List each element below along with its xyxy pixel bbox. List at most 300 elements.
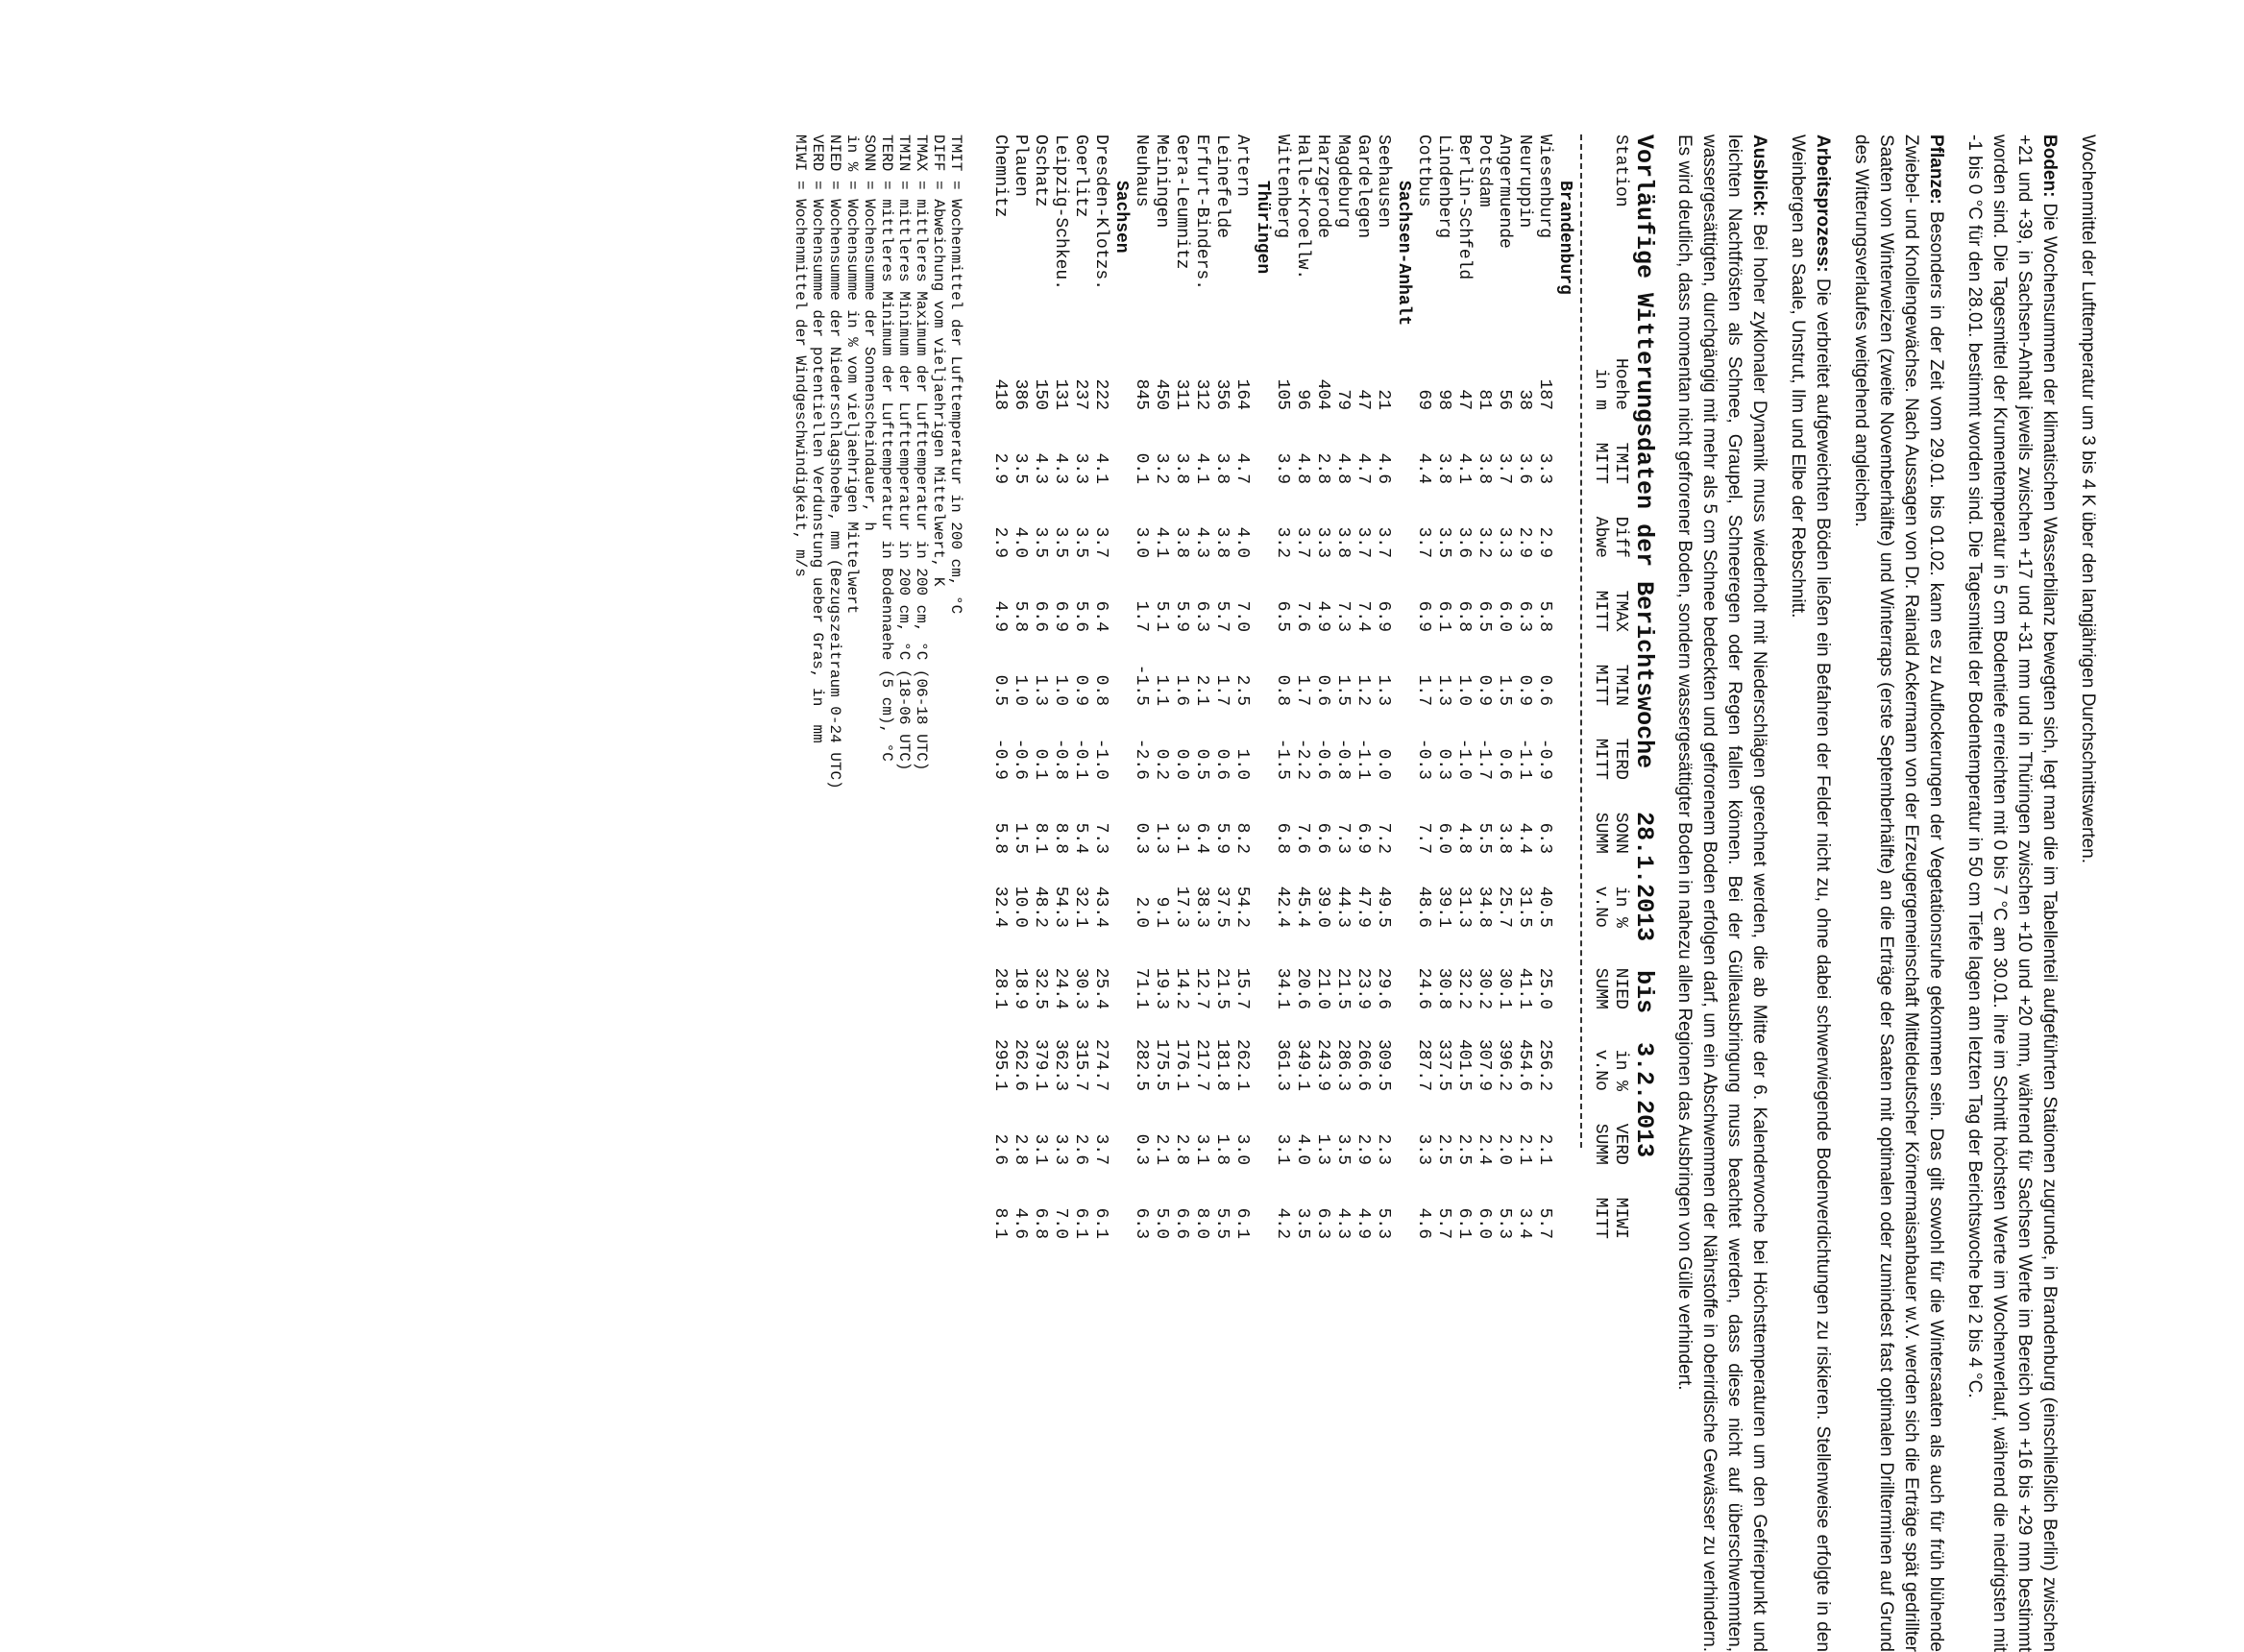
table-cell: 4.8	[1333, 452, 1353, 484]
table-cell: 7.4	[1354, 600, 1373, 632]
table-cell: 4.9	[990, 600, 1010, 632]
table-cell: 2.1	[1515, 1133, 1534, 1165]
table-cell: 175.5	[1152, 1038, 1171, 1091]
table-cell: 1.0	[1454, 674, 1474, 706]
table-cell: 38.3	[1192, 886, 1211, 928]
table-cell: 3.3	[1535, 452, 1554, 484]
table-cell: 56	[1495, 389, 1514, 410]
table-cell: 6.9	[1051, 600, 1070, 632]
table-cell: 45.4	[1293, 886, 1312, 928]
table-cell: 4.1	[1454, 452, 1474, 484]
table-cell: 2.1	[1152, 1133, 1171, 1165]
table-cell: 4.8	[1454, 822, 1474, 854]
table-cell: 6.4	[1091, 600, 1110, 632]
table-cell: 9.1	[1152, 896, 1171, 928]
table-cell: 1.8	[1212, 1133, 1232, 1165]
table-cell: 3.7	[1495, 452, 1514, 484]
table-cell: 4.3	[1192, 526, 1211, 558]
table-cell: 19.3	[1152, 967, 1171, 1009]
table-cell: 6.0	[1434, 822, 1453, 854]
table-cell: 1.0	[1011, 674, 1030, 706]
table-cell: 54.2	[1232, 886, 1252, 928]
table-cell: 23.9	[1354, 967, 1373, 1009]
table-row	[1494, 134, 1514, 1239]
table-cell: 3.8	[1172, 526, 1191, 558]
table-cell: 5.5	[1475, 822, 1494, 854]
table-title: Vorläufige Witterungsdaten der Berichtswoche 28.1.2013 bis 3.2.2013	[1630, 134, 1658, 1158]
table-group-row	[1252, 134, 1272, 1239]
paragraph-label: Ausblick:	[1749, 134, 1769, 217]
table-cell: 6.1	[1091, 1207, 1110, 1239]
table-cell: 30.8	[1434, 967, 1453, 1009]
table-cell: 237	[1071, 378, 1090, 410]
paragraph-text: Besonders in der Zeit vom 29.01. bis 01.02. kann es zu Auflockerungen der Vegetationsruhe gekommen sein. Das gilt sowohl für die Wintersaaten als auch für früh blühende Zwiebel- und Knollengewächse. Nach Aussagen von Dr. Rainald Ackermann von der Erzeugergemeinschaft Mitteldeutscher Körnermaisanbauer w.V. werden sich die Erträge spät gedrillter Saaten von Winterweizen (zweite Novemberhälfte) und Winterraps (erste Septemberhälfte) an die Erträge der Saaten mit optimalen oder zumindest fast optimalen Drillterminen auf Grund des Witterungsverlaufes weitgehend angleichen.	[1851, 134, 1946, 1652]
table-cell: -1.5	[1273, 738, 1292, 780]
table-cell: 25.0	[1535, 967, 1554, 1009]
station-name: Cottbus	[1414, 134, 1433, 207]
table-cell: -1.1	[1354, 738, 1373, 780]
table-cell: 6.3	[1535, 822, 1554, 854]
station-name: Potsdam	[1475, 134, 1494, 207]
paragraph-label: Boden:	[2039, 134, 2060, 198]
table-cell: 42.4	[1273, 886, 1292, 928]
table-cell: 0.0	[1374, 748, 1393, 780]
table-cell: 31.5	[1515, 886, 1534, 928]
table-cell: 309.5	[1374, 1038, 1393, 1091]
table-cell: 274.7	[1091, 1038, 1110, 1091]
table-cell: 3.1	[1192, 1133, 1211, 1165]
table-cell: -1.1	[1515, 738, 1534, 780]
paragraph-text: Die verbreitet aufgeweichten Böden ließen ein Befahren der Felder nicht zu, ohne dabei schwerwiegende Bodenverdichtungen zu riskieren. Stellenweise erfolgte in den Weinbergen an Saale, Unstrut, Ilm und Elbe der Rebschnitt.	[1788, 134, 1833, 1652]
table-cell: 37.5	[1212, 886, 1232, 928]
table-cell: 3.0	[1232, 1133, 1252, 1165]
table-cell: 362.3	[1051, 1038, 1070, 1091]
table-cell: 3.2	[1273, 526, 1292, 558]
station-name: Neuhaus	[1132, 134, 1151, 207]
table-rule-row	[1574, 134, 1590, 1239]
table-cell: 2.1	[1535, 1133, 1554, 1165]
table-cell: -0.1	[1071, 738, 1090, 780]
table-cell: 39.0	[1313, 886, 1332, 928]
table-group-row	[1554, 134, 1574, 1239]
table-cell: 164	[1232, 378, 1252, 410]
station-name: Dresden-Klotzs.	[1091, 134, 1110, 291]
table-cell: 5.3	[1374, 1207, 1393, 1239]
table-cell: 3.7	[1414, 526, 1433, 558]
table-cell: 5.7	[1535, 1207, 1554, 1239]
table-cell: 47	[1354, 389, 1373, 410]
table-row	[1131, 134, 1151, 1239]
table-cell: 2.8	[1313, 452, 1332, 484]
table-cell: 0.0	[1172, 748, 1191, 780]
table-row	[1373, 134, 1393, 1239]
table-cell: 5.9	[1172, 600, 1191, 632]
table-cell: 396.2	[1495, 1038, 1514, 1091]
column-header: SUMM	[1591, 1123, 1610, 1165]
table-cell: 24.6	[1414, 967, 1433, 1009]
table-row	[1413, 134, 1433, 1239]
table-cell: -0.8	[1333, 738, 1353, 780]
column-header: SUMM	[1591, 967, 1610, 1009]
table-cell: 2.4	[1475, 1133, 1494, 1165]
legend-line: TMIN = mittleres Minimum der Lufttemperatur in 200 cm, °C (18-06 UTC)	[895, 134, 913, 771]
table-row	[1010, 134, 1030, 1239]
table-row	[1514, 134, 1534, 1239]
station-name: Chemnitz	[990, 134, 1010, 218]
table-cell: 40.5	[1535, 886, 1554, 928]
table-cell: 2.6	[1071, 1133, 1090, 1165]
table-row	[1050, 134, 1070, 1239]
table-cell: 5.7	[1434, 1207, 1453, 1239]
table-cell: 3.8	[1434, 452, 1453, 484]
table-cell: 25.4	[1091, 967, 1110, 1009]
table-cell: 6.1	[1232, 1207, 1252, 1239]
table-cell: 3.6	[1454, 526, 1474, 558]
table-cell: 8.8	[1051, 822, 1070, 854]
legend	[792, 134, 964, 1652]
table-cell: 4.0	[1011, 526, 1030, 558]
table-cell: 3.7	[1354, 526, 1373, 558]
table-cell: 47.9	[1354, 886, 1373, 928]
intro-line: Wochenmittel der Lufttemperatur um 3 bis 4 K über den langjährigen Durchschnittswerten.	[2078, 134, 2098, 863]
table-cell: 1.7	[1414, 674, 1433, 706]
column-header: SONN	[1611, 812, 1630, 854]
table-cell: 256.2	[1535, 1038, 1554, 1091]
table-cell: 4.3	[1031, 452, 1050, 484]
table-body	[989, 134, 1574, 1239]
table-cell: 450	[1152, 378, 1171, 410]
paragraph-label: Pflanze:	[1926, 134, 1946, 205]
column-header: in %	[1611, 886, 1630, 928]
table-cell: 418	[990, 378, 1010, 410]
table-cell: 7.7	[1414, 822, 1433, 854]
table-row	[1151, 134, 1171, 1239]
table-cell: 262.1	[1232, 1038, 1252, 1091]
table-cell: 3.7	[1374, 526, 1393, 558]
table-cell: 96	[1293, 389, 1312, 410]
table-cell: 1.7	[1293, 674, 1312, 706]
table-cell: 1.3	[1031, 674, 1050, 706]
table-cell: 5.8	[1011, 600, 1030, 632]
table-cell: 3.8	[1172, 452, 1191, 484]
table-cell: 5.8	[1535, 600, 1554, 632]
station-name: Meiningen	[1152, 134, 1171, 229]
table-cell: 18.9	[1011, 967, 1030, 1009]
table-cell: 39.1	[1434, 886, 1453, 928]
table-cell: 356	[1212, 378, 1232, 410]
weather-table	[989, 134, 1630, 1239]
table-cell: 1.0	[1051, 674, 1070, 706]
column-header: v.No	[1591, 886, 1610, 928]
table-cell: 6.8	[1031, 1207, 1050, 1239]
table-cell: 3.1	[1172, 822, 1191, 854]
table-cell: 295.1	[990, 1038, 1010, 1091]
table-cell: 2.3	[1374, 1133, 1393, 1165]
group-heading: Brandenburg	[1555, 181, 1574, 295]
table-cell: 4.1	[1152, 526, 1171, 558]
table-cell: 4.2	[1273, 1207, 1292, 1239]
table-cell: 3.7	[1293, 526, 1312, 558]
table-cell: 5.1	[1152, 600, 1171, 632]
table-cell: 4.3	[1333, 1207, 1353, 1239]
column-header: TERD	[1611, 738, 1630, 780]
table-cell: 176.1	[1172, 1038, 1191, 1091]
table-header-units-row	[1590, 134, 1610, 1239]
table-group-row	[1110, 134, 1131, 1239]
table-cell: -0.3	[1414, 738, 1433, 780]
column-header: Abwe	[1591, 516, 1610, 558]
table-cell: 0.5	[990, 674, 1010, 706]
document-content	[792, 134, 2100, 1652]
table-cell: 0.6	[1212, 748, 1232, 780]
table-cell: 4.8	[1293, 452, 1312, 484]
table-cell: 4.6	[1374, 452, 1393, 484]
table-row	[1474, 134, 1494, 1239]
table-cell: 30.1	[1495, 967, 1514, 1009]
group-heading: Sachsen-Anhalt	[1394, 181, 1413, 327]
column-header: Station	[1611, 134, 1630, 207]
table-cell: 3.5	[1031, 526, 1050, 558]
table-row	[1433, 134, 1453, 1239]
table-cell: 81	[1475, 389, 1494, 410]
table-cell: 43.4	[1091, 886, 1110, 928]
table-cell: 6.3	[1515, 600, 1534, 632]
table-cell: 4.1	[1091, 452, 1110, 484]
table-cell: 1.5	[1495, 674, 1514, 706]
table-cell: 69	[1414, 389, 1433, 410]
table-cell: 6.3	[1132, 1207, 1151, 1239]
table-row	[1030, 134, 1050, 1239]
table-cell: 2.9	[1354, 1133, 1373, 1165]
table-cell: 3.8	[1475, 452, 1494, 484]
table-cell: 6.0	[1475, 1207, 1494, 1239]
table-cell: 6.0	[1495, 600, 1514, 632]
paragraph-pflanze	[1848, 134, 1948, 1652]
legend-line: SONN = Wochensumme der Sonnenscheindauer, h	[861, 134, 878, 531]
table-row	[1171, 134, 1191, 1239]
paragraph-text: Bei hoher zyklonaler Dynamik muss wiederholt mit Niederschlägen gerechnet werden, die ab Mitte der 6. Kalenderwoche bei Höchsttemperaturen um den Gefrierpunkt und leichten Nachtfrösten als Schnee, Graupel, Schneeregen oder Regen fallen können. Bei der Gülleausbringung muss beachtet werden, dass diese nicht auf überschwemmten, wassergesättigten, durchgängig mit mehr als 5 cm Schnee bedeckten und gefrorenem Boden erfolgen darf, um ein Abschwemmen der Nährstoffe in oberirdische Gewässer zu verhindern. Es wird deutlich, dass momentan nicht gefrorener Boden, sondern wassergesättigter Boden in nahezu allen Regionen das Ausbringen von Gülle verhindert.	[1674, 134, 1769, 1652]
table-cell: 404	[1313, 378, 1332, 410]
table-cell: 187	[1535, 378, 1554, 410]
table-cell: 6.1	[1071, 1207, 1090, 1239]
paragraph-label: Arbeitsprozess:	[1813, 134, 1833, 273]
table-cell: 3.3	[1414, 1133, 1433, 1165]
table-cell: 0.6	[1495, 748, 1514, 780]
column-header: Diff	[1611, 516, 1630, 558]
table-cell: 5.0	[1152, 1207, 1171, 1239]
table-cell: 0.3	[1132, 1133, 1151, 1165]
table-cell: 14.2	[1172, 967, 1191, 1009]
table-cell: 1.3	[1313, 1133, 1332, 1165]
table-cell: 0.2	[1152, 748, 1171, 780]
table-cell: 222	[1091, 378, 1110, 410]
table-cell: -1.7	[1475, 738, 1494, 780]
table-cell: 2.8	[1011, 1133, 1030, 1165]
table-cell: 3.2	[1475, 526, 1494, 558]
table-cell: 1.6	[1172, 674, 1191, 706]
table-cell: 105	[1273, 378, 1292, 410]
station-name: Leinefelde	[1212, 134, 1232, 239]
legend-line: TMIT = Wochenmittel der Lufttemperatur in 200 cm, °C	[947, 134, 964, 615]
table-cell: 6.1	[1434, 600, 1453, 632]
table-cell: 7.2	[1374, 822, 1393, 854]
table-cell: 0.3	[1434, 748, 1453, 780]
station-name: Magdeburg	[1333, 134, 1353, 229]
table-cell: 25.7	[1495, 886, 1514, 928]
column-header: SUMM	[1591, 812, 1610, 854]
table-cell: 262.6	[1011, 1038, 1030, 1091]
column-header: MITT	[1591, 442, 1610, 484]
table-cell: 4.1	[1192, 452, 1211, 484]
station-name: Leipzig-Schkeu.	[1051, 134, 1070, 291]
table-cell: 6.5	[1475, 600, 1494, 632]
table-cell: -1.0	[1454, 738, 1474, 780]
table-cell: 31.3	[1454, 886, 1474, 928]
table-cell: 5.5	[1212, 1207, 1232, 1239]
table-cell: -0.9	[1535, 738, 1554, 780]
station-name: Harzgerode	[1313, 134, 1332, 239]
table-cell: 6.9	[1414, 600, 1433, 632]
table-cell: 2.9	[1535, 526, 1554, 558]
table-cell: 3.5	[1333, 1133, 1353, 1165]
column-header: v.No	[1591, 1049, 1610, 1091]
table-cell: 4.7	[1354, 452, 1373, 484]
column-header: MIWI	[1611, 1197, 1630, 1239]
table-cell: 41.1	[1515, 967, 1534, 1009]
station-name: Gera-Leumnitz	[1172, 134, 1191, 270]
station-name: Berlin-Schfeld	[1454, 134, 1474, 280]
station-name: Gardelegen	[1354, 134, 1373, 239]
table-cell: 71.1	[1132, 967, 1151, 1009]
table-row	[1332, 134, 1353, 1239]
table-cell: 8.1	[990, 1207, 1010, 1239]
table-cell: 282.5	[1132, 1038, 1151, 1091]
table-cell: 6.1	[1454, 1207, 1474, 1239]
legend-line: VERD = Wochensumme der potentiellen Verdunstung ueber Gras, in mm	[809, 134, 826, 743]
table-cell: 49.5	[1374, 886, 1393, 928]
station-name: Wittenberg	[1273, 134, 1292, 239]
table-cell: 4.7	[1232, 452, 1252, 484]
table-cell: 6.6	[1172, 1207, 1191, 1239]
table-cell: 349.1	[1293, 1038, 1312, 1091]
table-cell: 30.2	[1475, 967, 1494, 1009]
table-cell: 21	[1374, 389, 1393, 410]
column-header: NIED	[1611, 967, 1630, 1009]
station-name: Neuruppin	[1515, 134, 1534, 229]
table-cell: 47	[1454, 389, 1474, 410]
table-cell: 1.5	[1333, 674, 1353, 706]
column-header: Hoehe	[1611, 357, 1630, 410]
station-name: Halle-Kroellw.	[1293, 134, 1312, 280]
table-cell: 4.9	[1354, 1207, 1373, 1239]
table-cell: 3.1	[1273, 1133, 1292, 1165]
table-cell: 1.0	[1232, 748, 1252, 780]
table-cell: 3.3	[1071, 452, 1090, 484]
table-cell: 0.6	[1535, 674, 1554, 706]
table-cell: 32.2	[1454, 967, 1474, 1009]
table-cell: 0.1	[1031, 748, 1050, 780]
table-cell: 4.6	[1011, 1207, 1030, 1239]
table-cell: 243.9	[1313, 1038, 1332, 1091]
table-cell: 8.0	[1192, 1207, 1211, 1239]
table-cell: 15.7	[1232, 967, 1252, 1009]
legend-line: TERD = mittleres Minimum der Lufttemperatur in Bodennaehe (5 cm), °C	[878, 134, 895, 762]
station-name: Angermuende	[1495, 134, 1514, 249]
table-cell: 6.8	[1454, 600, 1474, 632]
table-row	[989, 134, 1010, 1239]
table-cell: 7.3	[1333, 822, 1353, 854]
table-cell: 2.5	[1454, 1133, 1474, 1165]
table-cell: 21.0	[1313, 967, 1332, 1009]
table-cell: 38	[1515, 389, 1534, 410]
table-cell: 4.4	[1515, 822, 1534, 854]
table-cell: 98	[1434, 389, 1453, 410]
group-heading: Thüringen	[1253, 181, 1272, 275]
table-cell: 0.3	[1132, 822, 1151, 854]
table-cell: 6.6	[1313, 822, 1332, 854]
table-cell: 181.8	[1212, 1038, 1232, 1091]
table-cell: 3.5	[1011, 452, 1030, 484]
table-cell: 6.4	[1192, 822, 1211, 854]
table-cell: 3.8	[1495, 822, 1514, 854]
table-cell: 32.5	[1031, 967, 1050, 1009]
table-row	[1453, 134, 1474, 1239]
legend-line: NIED = Wochensumme der Niederschlagshoehe, mm (Bezugszeitraum 0-24 UTC)	[826, 134, 843, 790]
table-cell: 3.9	[1273, 452, 1292, 484]
legend-line: MIWI = Wochenmittel der Windgeschwindigkeit, m/s	[792, 134, 809, 577]
table-cell: 0.8	[1273, 674, 1292, 706]
table-cell: 217.7	[1192, 1038, 1211, 1091]
column-header: TMIN	[1611, 664, 1630, 706]
table-cell: 7.3	[1333, 600, 1353, 632]
table-cell: 79	[1333, 389, 1353, 410]
table-cell: 32.1	[1071, 886, 1090, 928]
table-cell: 17.3	[1172, 886, 1191, 928]
table-cell: 5.7	[1212, 600, 1232, 632]
table-cell: -2.6	[1132, 738, 1151, 780]
table-cell: 6.3	[1313, 1207, 1332, 1239]
table-cell: 1.7	[1132, 600, 1151, 632]
table-row	[1272, 134, 1292, 1239]
table-cell: 12.7	[1192, 967, 1211, 1009]
group-heading: Sachsen	[1111, 181, 1131, 254]
table-cell: 1.3	[1152, 822, 1171, 854]
table-cell: 3.8	[1212, 452, 1232, 484]
table-cell: 1.3	[1374, 674, 1393, 706]
table-cell: 2.1	[1192, 674, 1211, 706]
table-cell: 2.9	[990, 452, 1010, 484]
table-cell: 315.7	[1071, 1038, 1090, 1091]
legend-line: DIFF = Abweichung vom vieljaehrigen Mittelwert, K	[930, 134, 947, 587]
table-cell: 287.7	[1414, 1038, 1433, 1091]
report-text	[1671, 134, 2100, 1652]
station-name: Erfurt-Binders.	[1192, 134, 1211, 291]
station-name: Lindenberg	[1434, 134, 1453, 239]
table-cell: 2.0	[1495, 1133, 1514, 1165]
table-cell: 4.0	[1293, 1133, 1312, 1165]
table-cell: 3.1	[1031, 1133, 1050, 1165]
table-cell: 3.5	[1051, 526, 1070, 558]
table-cell: -0.8	[1051, 738, 1070, 780]
table-cell: 1.3	[1434, 674, 1453, 706]
table-cell: 3.0	[1132, 526, 1151, 558]
table-header-row	[1610, 134, 1630, 1239]
table-cell: 34.8	[1475, 886, 1494, 928]
table-cell: 2.6	[990, 1133, 1010, 1165]
table-cell: 4.4	[1414, 452, 1433, 484]
legend-line: in % = Wochensumme in % vom vieljaehrigen Mittelwert	[843, 134, 861, 615]
table-cell: 5.4	[1071, 822, 1090, 854]
